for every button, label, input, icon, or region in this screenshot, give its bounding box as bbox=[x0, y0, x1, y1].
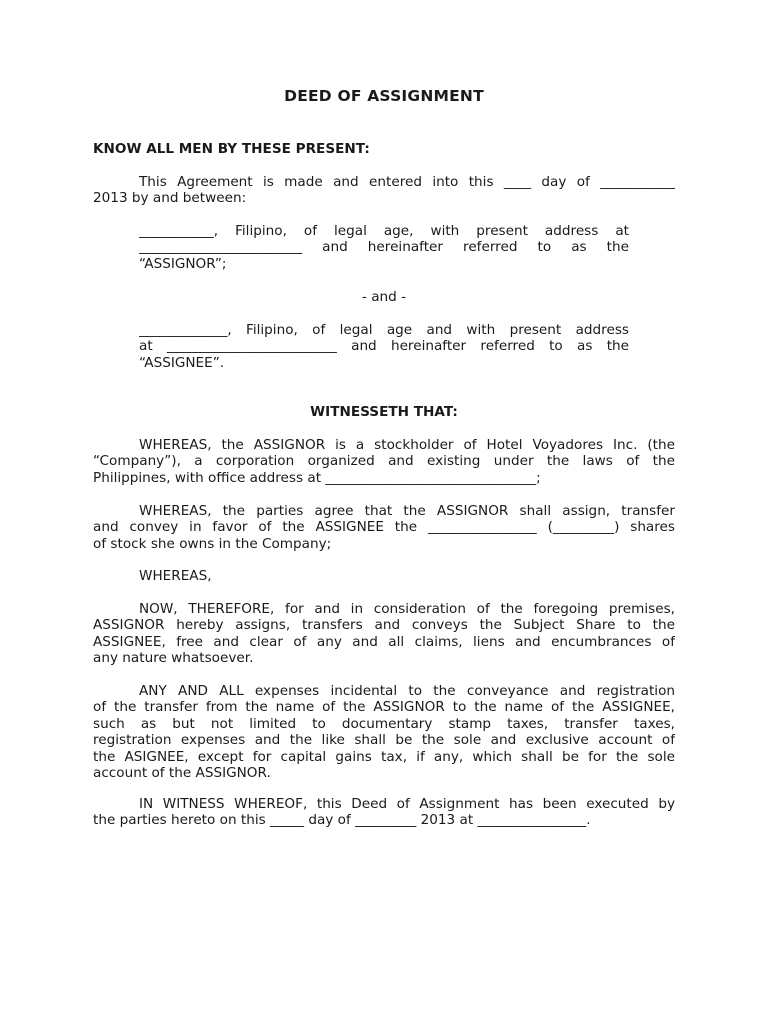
assignor-line-1: ___________, Filipino, of legal age, with present address at bbox=[139, 223, 629, 239]
whereas-1-paragraph bbox=[93, 437, 675, 486]
now-therefore-line-3: ASSIGNEE, free and clear of any and all claims, liens and encumbrances of bbox=[93, 633, 675, 650]
expenses-line-1: ANY AND ALL expenses incidental to the conveyance and registration bbox=[139, 683, 675, 699]
expenses-line-2: of the transfer from the name of the ASSIGNOR to the name of the ASSIGNEE, bbox=[93, 699, 675, 716]
salutation-heading: KNOW ALL MEN BY THESE PRESENT: bbox=[93, 141, 370, 157]
expenses-paragraph bbox=[93, 683, 675, 781]
now-therefore-line-1: NOW, THEREFORE, for and in consideration of the foregoing premises, bbox=[139, 601, 675, 617]
assignor-paragraph bbox=[139, 223, 629, 272]
assignee-paragraph bbox=[139, 322, 629, 371]
whereas-3-paragraph: WHEREAS, bbox=[139, 568, 212, 584]
assignee-line-1: _____________, Filipino, of legal age and with present address bbox=[139, 322, 629, 338]
assignor-line-2: ________________________ and hereinafter referred to as the bbox=[139, 239, 629, 256]
expenses-line-5: the ASIGNEE, except for capital gains tax, if any, which shall be for the sole bbox=[93, 748, 675, 765]
whereas-1-line-3: Philippines, with office address at _______________________________; bbox=[93, 469, 541, 486]
expenses-line-3: such as but not limited to documentary stamp taxes, transfer taxes, bbox=[93, 715, 675, 732]
document-title: DEED OF ASSIGNMENT bbox=[284, 87, 484, 105]
now-therefore-line-2: ASSIGNOR hereby assigns, transfers and conveys the Subject Share to the bbox=[93, 617, 675, 634]
whereas-2-line-1: WHEREAS, the parties agree that the ASSIGNOR shall assign, transfer bbox=[139, 503, 675, 519]
intro-line-1: This Agreement is made and entered into this ____ day of ___________ bbox=[139, 174, 675, 190]
now-therefore-paragraph bbox=[93, 601, 675, 667]
intro-paragraph bbox=[93, 174, 675, 207]
whereas-1-line-1: WHEREAS, the ASSIGNOR is a stockholder of Hotel Voyadores Inc. (the bbox=[139, 437, 675, 453]
and-separator: - and - bbox=[361, 289, 407, 305]
whereas-2-line-2: and convey in favor of the ASSIGNEE the ________________ (_________) shares bbox=[93, 519, 675, 536]
whereas-2-paragraph bbox=[93, 503, 675, 552]
whereas-2-line-3: of stock she owns in the Company; bbox=[93, 535, 332, 552]
witnesseth-heading: WITNESSETH THAT: bbox=[310, 404, 458, 420]
now-therefore-line-4: any nature whatsoever. bbox=[93, 650, 254, 667]
expenses-line-6: account of the ASSIGNOR. bbox=[93, 765, 271, 782]
witness-whereof-line-1: IN WITNESS WHEREOF, this Deed of Assignment has been executed by bbox=[139, 796, 675, 812]
witness-whereof-paragraph bbox=[93, 796, 675, 829]
intro-line-2: 2013 by and between: bbox=[93, 190, 247, 207]
expenses-line-4: registration expenses and the like shall be the sole and exclusive account of bbox=[93, 732, 675, 749]
assignee-line-2: at _________________________ and hereinafter referred to as the bbox=[139, 338, 629, 355]
witness-whereof-line-2: the parties hereto on this _____ day of _________ 2013 at ________________. bbox=[93, 812, 591, 829]
whereas-1-line-2: “Company”), a corporation organized and existing under the laws of the bbox=[93, 453, 675, 470]
assignor-line-3: “ASSIGNOR”; bbox=[139, 255, 227, 272]
assignee-line-3: “ASSIGNEE”. bbox=[139, 354, 225, 371]
